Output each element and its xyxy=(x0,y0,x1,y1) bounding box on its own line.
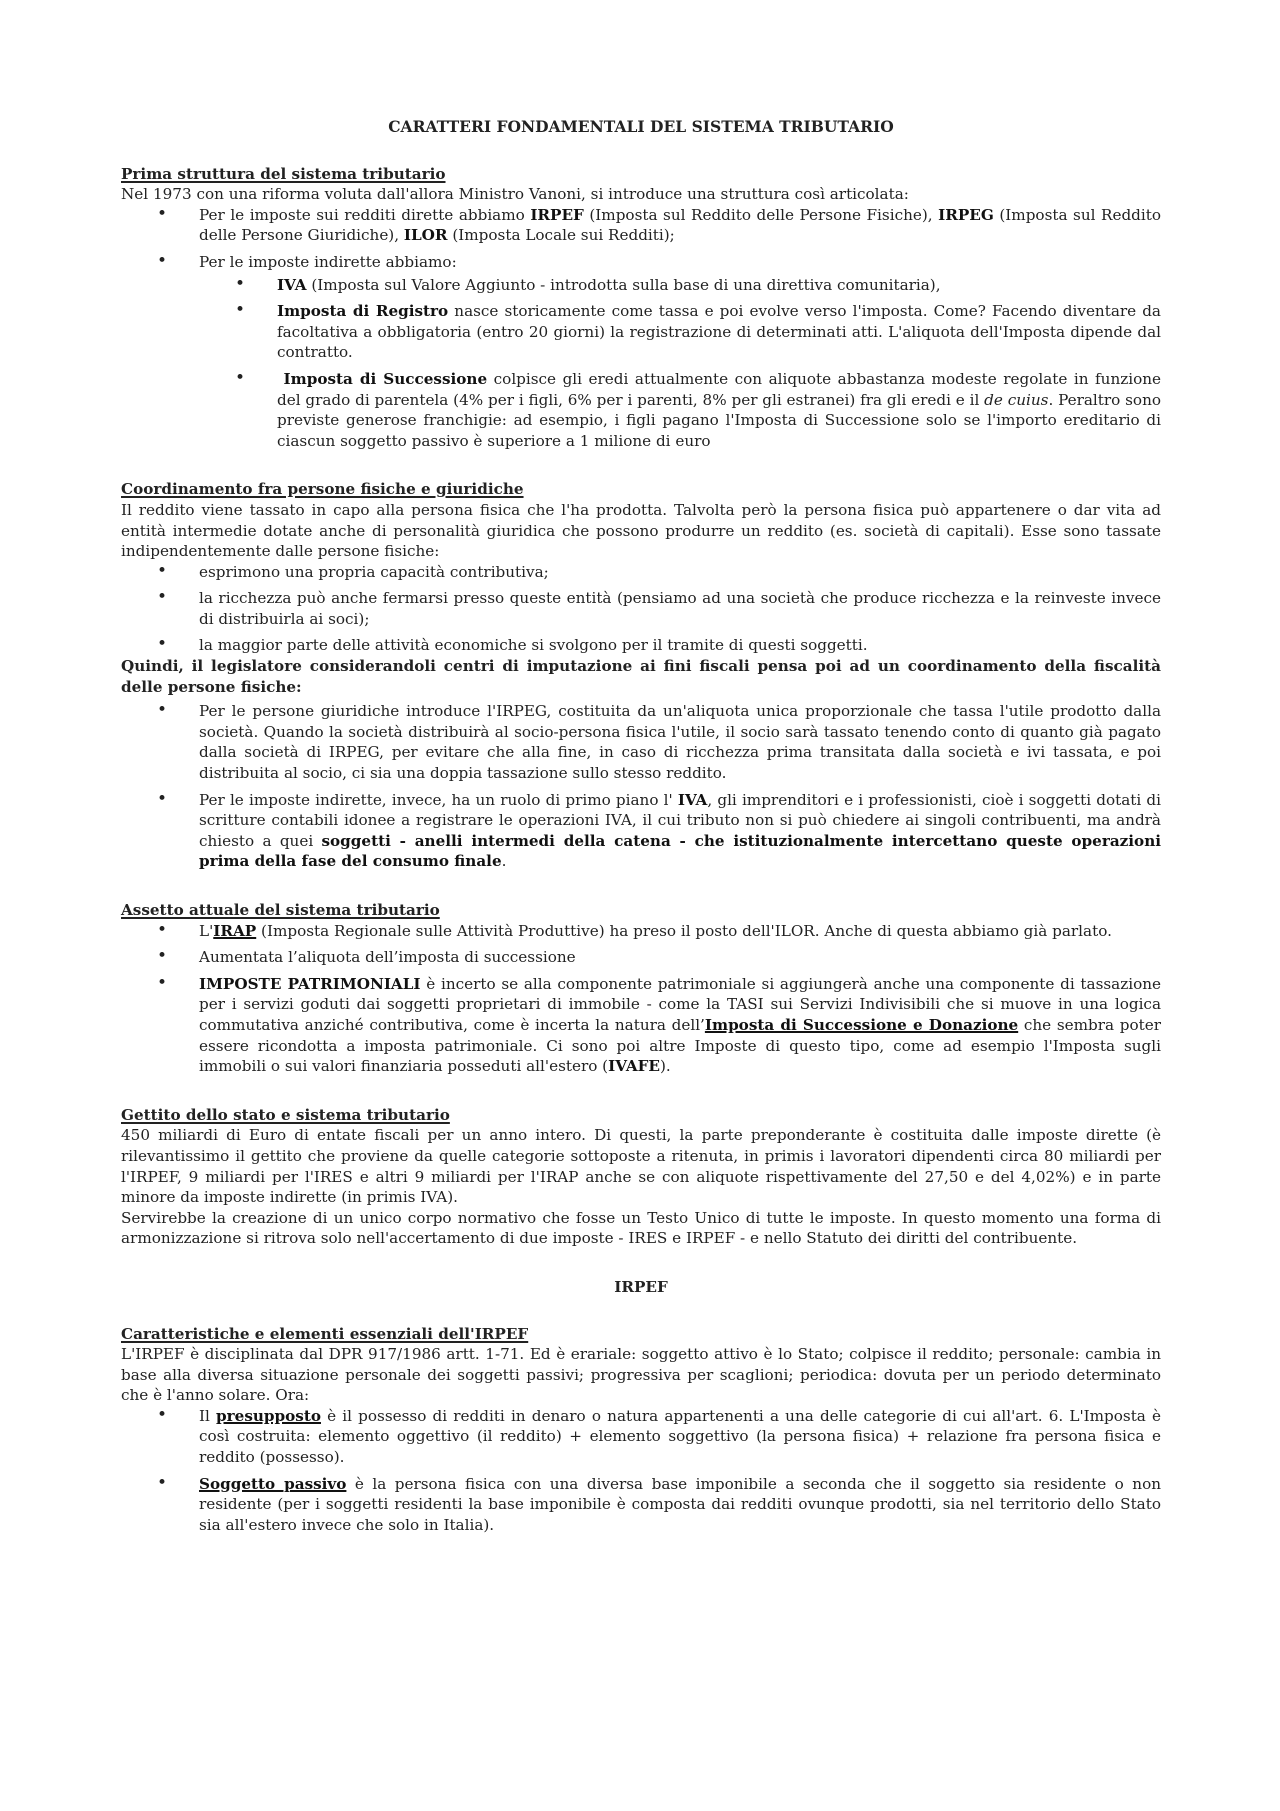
section-irpef-caratteristiche xyxy=(121,1324,1161,1536)
bullet-icon: • xyxy=(157,560,168,581)
document-title: CARATTERI FONDAMENTALI DEL SISTEMA TRIBUTARIO xyxy=(388,117,894,136)
irpef-title: IRPEF xyxy=(614,1277,668,1296)
paragraph: L'IRPEF è disciplinata dal DPR 917/1986 artt. 1-71. Ed è erariale: soggetto attivo è lo Stato; colpisce il reddito; personale: cambia in base alla diversa situazione personale dei soggetti passivi; progressiva per scaglioni; periodica: dovuta per un periodo determinato che è l'anno solare. Ora: xyxy=(121,1345,1161,1405)
list-item: • Per le imposte indirette, invece, ha un ruolo di primo piano l' IVA, gli imprenditori e i professionisti, cioè i soggetti dotati di scritture contabili idonee a registrare le operazioni IVA, il cui tributo non si può chiedere ai singoli contribuenti, ma andrà chiesto a quei soggetti - anelli intermedi della catena - che istituzionalmente intercettano queste operazioni prima della fase del consumo finale. xyxy=(157,788,1162,871)
list-item: • la ricchezza può anche fermarsi presso queste entità (pensiamo ad una società che produce ricchezza e la reinveste invece di distribuirla ai soci); xyxy=(157,587,1161,628)
list-item: • L'IRAP (Imposta Regionale sulle Attività Produttive) ha preso il posto dell'ILOR. Anche di questa abbiamo già parlato. xyxy=(157,919,1112,940)
section-coordinamento xyxy=(121,479,1161,872)
bullet-icon: • xyxy=(157,203,168,224)
list-item: • Aumentata l’aliquota dell’imposta di successione xyxy=(157,946,576,967)
section-heading: Coordinamento fra persone fisiche e giuridiche xyxy=(121,480,524,499)
section-heading: Gettito dello stato e sistema tributario xyxy=(121,1105,450,1124)
section-gettito xyxy=(121,1105,1161,1249)
section-heading: Caratteristiche e elementi essenziali dell'IRPEF xyxy=(121,1324,529,1343)
bullet-icon: • xyxy=(157,1472,168,1493)
list-item: • Per le imposte indirette abbiamo: • IVA (Imposta sul Valore Aggiunto - introdotta sulla base di una direttiva comunitaria), • Imposta di Registro nasce storicamente come tassa e poi evolve verso l'imposta. Come? Facendo diventare da facoltativa a obbligatoria (entro 20 giorni) la registrazione di determinati atti. L'aliquota dell'Imposta dipende dal contratto. • Imposta di Successione colpisce gli eredi attualmente con aliquote abbastanza modeste regolate in funzione del grado di parentela (4% per i figli, 6% per i parenti, 8% per gli estranei) fra gli eredi e il de cuius. Peraltro sono previste generose franchigie: ad esempio, i figli pagano l'Imposta di Successione solo se l'importo ereditario di ciascun soggetto passivo è superiore a 1 milione di euro xyxy=(121,252,1161,451)
section-assetto-attuale xyxy=(121,900,1161,1077)
bullet-icon: • xyxy=(157,788,168,809)
bullet-icon: • xyxy=(157,634,168,655)
list-item: • Per le imposte sui redditi dirette abbiamo IRPEF (Imposta sul Reddito delle Persone Fisiche), IRPEG (Imposta sul Reddito delle Persone Giuridiche), ILOR (Imposta Locale sui Redditi); xyxy=(157,203,1162,245)
paragraph: Servirebbe la creazione di un unico corpo normativo che fosse un Testo Unico di tutte le imposte. In questo momento una forma di armonizzazione si ritrova solo nell'accertamento di due imposte - IRES e IRPEF - e nello Statuto dei diritti del contribuente. xyxy=(121,1208,1161,1248)
list-item: • Soggetto passivo è la persona fisica con una diversa base imponibile a seconda che il soggetto sia residente o non residente (per i soggetti residenti la base imponibile è composta dai redditi ovunque prodotti, sia nel territorio dello Stato sia all'estero invece che solo in Italia). xyxy=(157,1472,1162,1534)
list-item: • IMPOSTE PATRIMONIALI è incerto se alla componente patrimoniale si aggiungerà anche una componente di tassazione per i servizi goduti dai soggetti proprietari di immobile - come la TASI sui Servizi Indivisibili che si muove in una logica commutativa anziché contributiva, come è incerta la natura dell’Imposta di Successione e Donazione che sembra poter essere ricondotta a imposta patrimoniale. Ci sono poi altre Imposte di questo tipo, come ad esempio l'Imposta sugli immobili o sui valori finanziaria posseduti all'estero (IVAFE). xyxy=(157,972,1161,1076)
bullet-icon: • xyxy=(235,367,246,388)
list-item: • Per le persone giuridiche introduce l'IRPEG, costituita da un'aliquota unica proporzionale che tassa l'utile prodotto dalla società. Quando la società distribuirà al socio-persona fisica l'utile, il socio sarà tassato tenendo conto di quanto già pagato dalla società di IRPEG, per evitare che alla fine, in caso di ricchezza prima transitata dalla società e ivi tassata, e poi distribuita al socio, ci sia una doppia tassazione sullo stesso reddito. xyxy=(157,700,1161,783)
list-item: • Imposta di Registro nasce storicamente come tassa e poi evolve verso l'imposta. Come? Facendo diventare da facoltativa a obbligatoria (entro 20 giorni) la registrazione di determinati atti. L'aliquota dell'Imposta dipende dal contratto. xyxy=(235,300,1161,362)
list-item: • Il presupposto è il possesso di redditi in denaro o natura appartenenti a una delle categorie di cui all'art. 6. L'Imposta è così costruita: elemento oggettivo (il reddito) + elemento soggettivo (la persona fisica) + relazione fra persona fisica e reddito (possesso). xyxy=(157,1404,1162,1467)
list-item: • IVA (Imposta sul Valore Aggiunto - introdotta sulla base di una direttiva comunitaria), xyxy=(235,273,941,294)
section-heading: Assetto attuale del sistema tributario xyxy=(121,901,440,919)
bullet-icon: • xyxy=(235,273,246,294)
document-page xyxy=(121,117,1161,1541)
bullet-icon: • xyxy=(157,1404,168,1425)
bullet-icon: • xyxy=(157,919,168,940)
bullet-icon: • xyxy=(157,972,168,993)
paragraph: Il reddito viene tassato in capo alla persona fisica che l'ha prodotta. Talvolta però la persona fisica può appartenere o dar vita ad entità intermedie dotate anche di personalità giuridica che possono produrre un reddito (es. società di capitali). Esse sono tassate indipendentemente dalle persone fisiche: xyxy=(121,500,1161,561)
section-prima-struttura xyxy=(121,164,1161,452)
list-item: • Imposta di Successione colpisce gli eredi attualmente con aliquote abbastanza modeste regolate in funzione del grado di parentela (4% per i figli, 6% per i parenti, 8% per gli estranei) fra gli eredi e il de cuius. Peraltro sono previste generose franchigie: ad esempio, i figli pagano l'Imposta di Successione solo se l'importo ereditario di ciascun soggetto passivo è superiore a 1 milione di euro xyxy=(235,367,1162,450)
bullet-icon: • xyxy=(157,250,168,271)
bold-paragraph: Quindi, il legislatore considerandoli centri di imputazione ai fini fiscali pensa poi ad un coordinamento della fiscalità delle persone fisiche: xyxy=(121,657,1161,696)
bullet-icon: • xyxy=(157,700,168,721)
list-item: • esprimono una propria capacità contributiva; xyxy=(157,560,549,581)
list-item: • la maggior parte delle attività economiche si svolgono per il tramite di questi soggetti. xyxy=(157,634,868,655)
bullet-icon: • xyxy=(157,946,168,967)
paragraph: 450 miliardi di Euro di entate fiscali per un anno intero. Di questi, la parte preponderante è costituita dalle imposte dirette (è rilevantissimo il gettito che proviene da quelle categorie sottoposte a ritenuta, in primis i lavoratori dipendenti circa 80 miliardi per l'IRPEF, 9 miliardi per l'IRES e altri 9 miliardi per l'IRAP anche se con aliquote rispettivamente del 27,50 e del 4,02%) e in parte minore da imposte indirette (in primis IVA). xyxy=(121,1126,1161,1207)
paragraph: Nel 1973 con una riforma voluta dall'allora Ministro Vanoni, si introduce una struttura così articolata: xyxy=(121,185,909,204)
section-heading: Prima struttura del sistema tributario xyxy=(121,164,446,183)
bullet-icon: • xyxy=(157,587,168,608)
bullet-icon: • xyxy=(235,300,246,321)
